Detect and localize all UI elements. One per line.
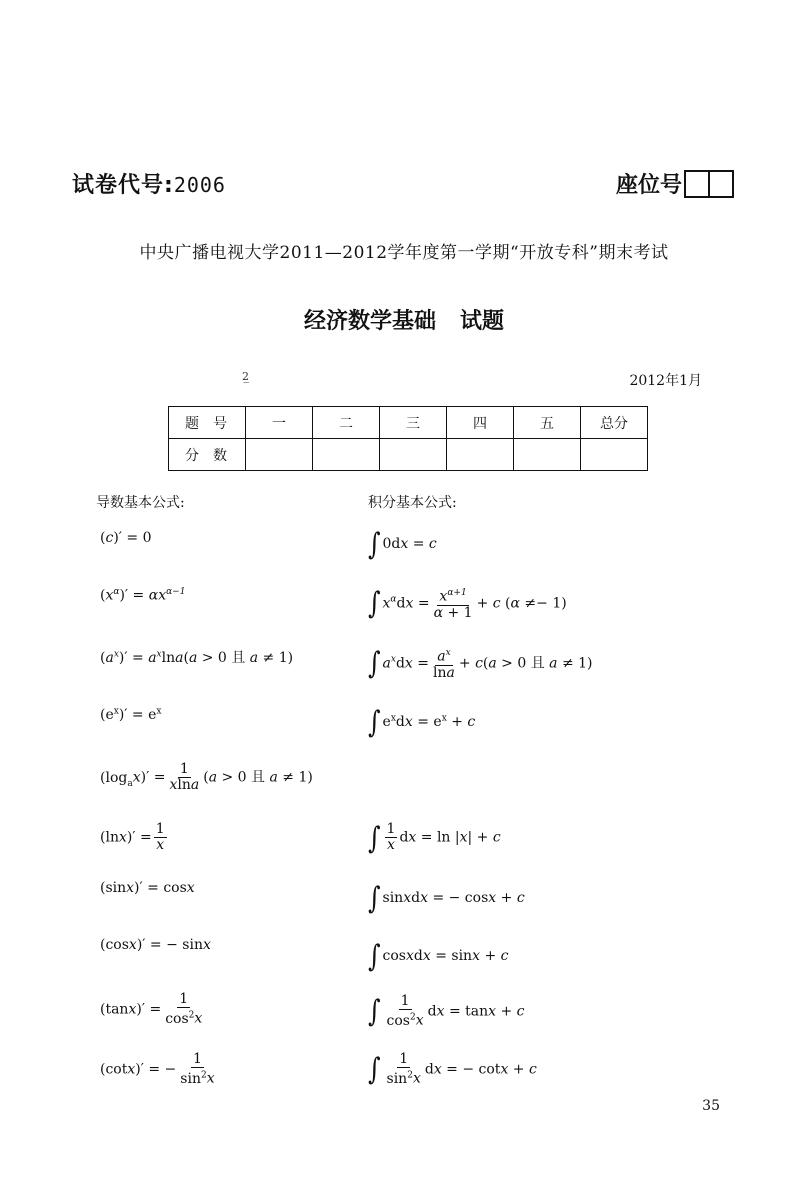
paper-title	[0, 304, 808, 335]
score-cell[interactable]	[514, 439, 581, 471]
integral-formula: ∫ sinxdx = − cosx + c	[368, 880, 525, 916]
derivative-formula: (sinx)′ = cosx	[100, 880, 195, 896]
score-table-row-label: 题号	[169, 407, 246, 439]
integral-formula: ∫ $\frac{1}{\cos^2x}$ dx = tanx + c	[368, 993, 525, 1029]
derivative-formula: (c)′ = 0	[100, 530, 152, 546]
integral-formula: ∫ $\frac{1}{x}$ dx = ln |x| + c	[368, 820, 501, 855]
score-cell[interactable]	[313, 439, 380, 471]
smudge-mark: 2̲̲	[242, 370, 249, 383]
score-table-col: 一	[246, 407, 313, 439]
score-table-col: 三	[380, 407, 447, 439]
paper-code-value: 2006	[173, 173, 226, 197]
seat-box[interactable]	[710, 170, 734, 198]
score-cell[interactable]	[380, 439, 447, 471]
derivative-formula: $(\log_ax)'$ = $\frac{1}{xlna}$ (a > 0 且 a ≠ 1)	[100, 761, 313, 793]
seat-box[interactable]	[684, 170, 710, 198]
score-cell[interactable]	[581, 439, 648, 471]
integral-formula: ∫ $a^xdx$ = $\frac{a^x}{\ln a}$ + c(a > 0 且 a ≠ 1)	[368, 645, 593, 681]
integral-heading: 积分基本公式:	[368, 495, 457, 511]
integral-formula: ∫ $e^xdx = e^x + c$	[368, 704, 476, 740]
score-table-col: 总分	[581, 407, 648, 439]
paper-title-main: 经济数学基础	[303, 309, 436, 334]
integral-formula: ∫ cosxdx = sinx + c	[368, 938, 509, 974]
paper-title-sub: 试题	[460, 309, 505, 334]
derivative-formula: (cosx)′ = − sinx	[100, 937, 211, 953]
derivative-formula: $(a^x)' = a^x\ln a(a > 0$ 且 a ≠ 1)	[100, 649, 294, 666]
derivative-formula: (cotx)′ = − $\frac{1}{\sin^2x}$	[100, 1051, 215, 1087]
exam-date: 2012年1月	[629, 373, 702, 389]
score-table-row-label: 分数	[169, 439, 246, 471]
paper-code-label: 试卷代号:	[72, 173, 174, 198]
score-cell[interactable]	[447, 439, 514, 471]
score-table-col: 五	[514, 407, 581, 439]
integral-formula: ∫ $\frac{1}{\sin^2x}$ dx = − cotx + c	[368, 1051, 537, 1087]
derivative-formula: $(e^x)' = e^x$	[100, 706, 162, 723]
derivative-formula: $(x^\alpha)' = \alpha x^{\alpha-1}$	[100, 587, 186, 604]
score-cell[interactable]	[246, 439, 313, 471]
score-table-col: 二	[313, 407, 380, 439]
score-table-col: 四	[447, 407, 514, 439]
derivative-formula: (tanx)′ = $\frac{1}{\cos^2x}$	[100, 991, 203, 1027]
integral-formula: ∫ 0dx = c	[368, 526, 437, 562]
exam-title: 中央广播电视大学2011—2012学年度第一学期“开放专科”期末考试	[139, 243, 669, 263]
score-table-header-row	[169, 407, 648, 439]
page-number: 35	[702, 1098, 720, 1114]
derivative-heading: 导数基本公式:	[96, 495, 185, 511]
score-table	[168, 406, 648, 471]
integral-formula: ∫ $x^\alpha dx$ = $\frac{x^{\alpha+1}}{\alpha + 1}$ + c (α ≠− 1)	[368, 585, 567, 621]
seat-number-label: 座位号	[616, 173, 683, 198]
paper-code	[72, 168, 226, 199]
seat-number-boxes[interactable]	[684, 170, 734, 198]
score-table-score-row	[169, 439, 648, 471]
derivative-formula: (lnx)′ = $\frac{1}{x}$	[100, 821, 165, 853]
seat-number	[616, 168, 734, 199]
